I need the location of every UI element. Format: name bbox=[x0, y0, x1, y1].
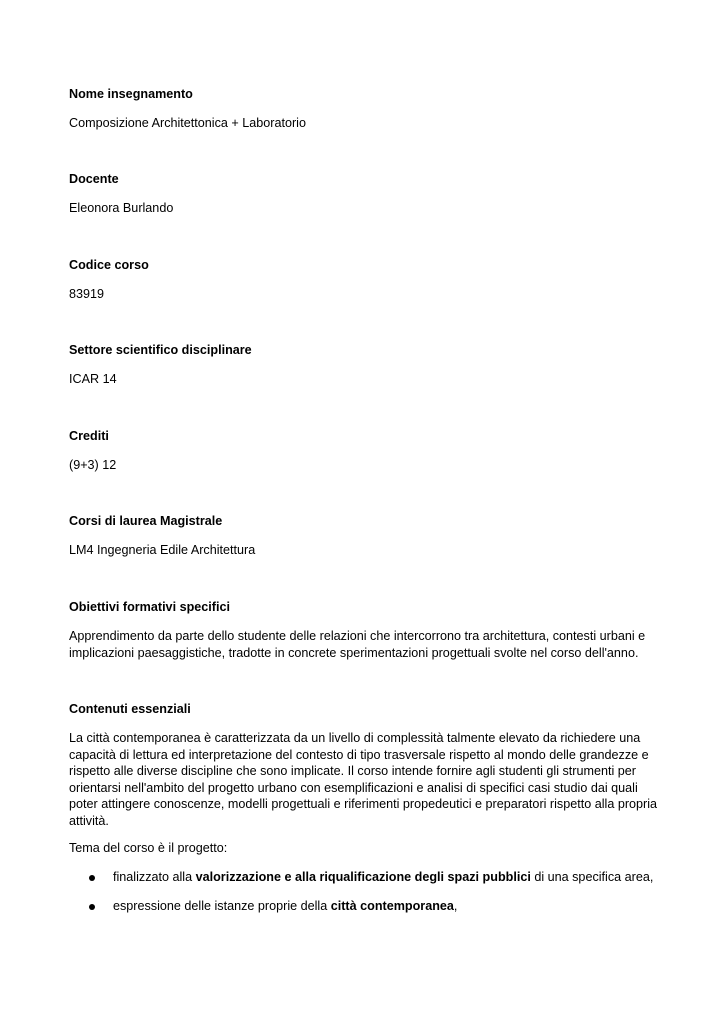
list-item bbox=[69, 899, 659, 913]
bullet-text-bold: città contemporanea bbox=[330, 899, 454, 913]
bullet-text-post: , bbox=[453, 899, 458, 913]
heading-crediti: Crediti bbox=[69, 429, 109, 443]
bullet-list bbox=[69, 870, 659, 884]
bullet-icon bbox=[89, 904, 95, 910]
heading-obiettivi: Obiettivi formativi specifici bbox=[69, 600, 230, 614]
bullet-text-post: di una specifica area, bbox=[530, 870, 654, 884]
heading-codice-corso: Codice corso bbox=[69, 258, 149, 272]
heading-nome-insegnamento: Nome insegnamento bbox=[69, 87, 193, 101]
value-nome-insegnamento: Composizione Architettonica + Laboratorio bbox=[69, 116, 306, 130]
bullet-text-pre: finalizzato alla bbox=[113, 870, 196, 884]
bullet-text-bold: valorizzazione e alla riqualificazione degli spazi pubblici bbox=[195, 870, 531, 884]
intro-tema: Tema del corso è il progetto: bbox=[69, 841, 228, 855]
heading-contenuti: Contenuti essenziali bbox=[69, 702, 191, 716]
bullet-list bbox=[69, 899, 659, 913]
value-corsi-di-laurea: LM4 Ingegneria Edile Architettura bbox=[69, 543, 256, 557]
list-item bbox=[69, 870, 659, 884]
paragraph-contenuti: La città contemporanea è caratterizzata da un livello di complessità talmente elevato da richiedere una capacità di lettura ed interpretazione del contesto di tipo trasversale rispetto al mondo delle grandezze e rispetto alle diverse discipline che sono implicate. Il corso intende fornire agli studenti gli strumenti per orientarsi nell'ambito del progetto urbano con esemplificazioni e analisi di specifici casi studio dai quali poter attingere conoscenze, modelli progettuali e riferimenti propedeutici e preparatori rispetto alla propria attività. bbox=[69, 731, 658, 828]
value-docente: Eleonora Burlando bbox=[69, 201, 174, 215]
bullet-icon bbox=[89, 875, 95, 881]
value-obiettivi: Apprendimento da parte dello studente delle relazioni che intercorrono tra architettura, contesti urbani e implicazioni paesaggistiche, tradotte in concrete sperimentazioni progettuali svolte nel corso dell'anno. bbox=[69, 629, 646, 660]
value-settore: ICAR 14 bbox=[69, 372, 117, 386]
heading-settore: Settore scientifico disciplinare bbox=[69, 343, 252, 357]
bullet-text-pre: espressione delle istanze proprie della bbox=[113, 899, 331, 913]
heading-docente: Docente bbox=[69, 172, 119, 186]
heading-corsi-di-laurea: Corsi di laurea Magistrale bbox=[69, 514, 223, 528]
value-crediti: (9+3) 12 bbox=[69, 458, 117, 472]
value-codice-corso: 83919 bbox=[69, 287, 105, 301]
